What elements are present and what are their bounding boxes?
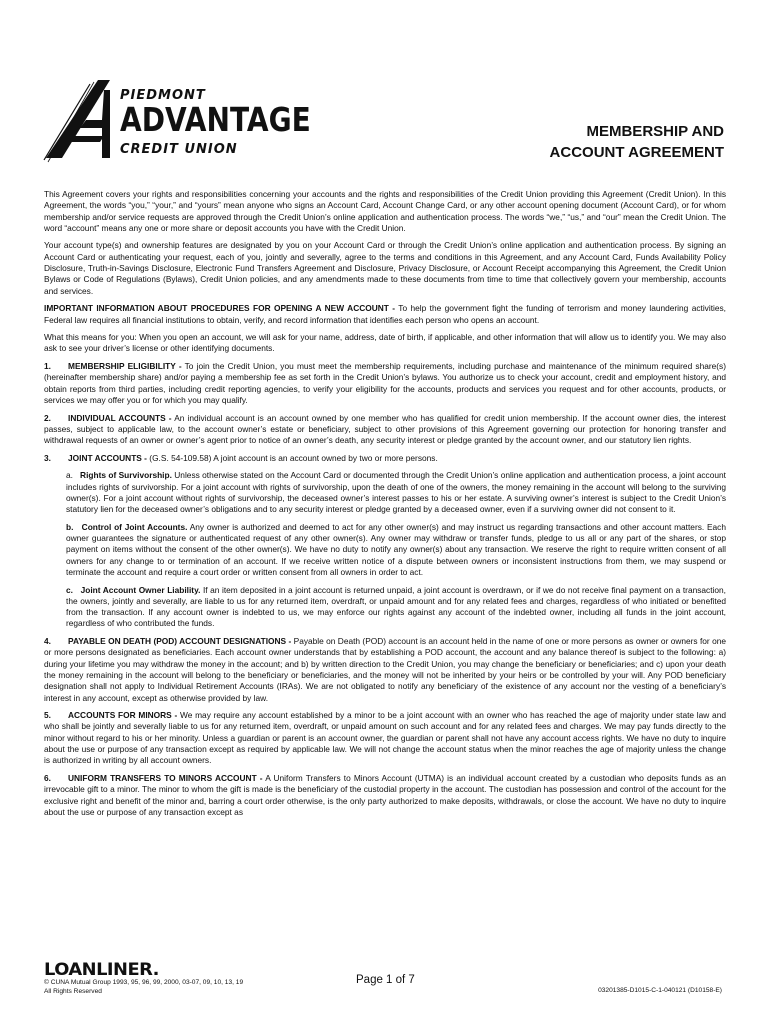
section-5-text: We may require any account established by a minor to be a joint account with an owner who has reached the age of majority under state law and who shall be jointly and severally liable to us for any returned item, overdraft, or unpaid amount on such account and for any related fees and charges. We may pay funds directly to the minor without regard to his or her minority. Unless a guardian or parent is an account owner, the guardian or parent shall not have any account access rights. We have no duty to inquire about the use or purpose of any transaction except as required by applicable law. We will not change the account status when the minor reaches the age of majority unless the change is authorized in writing by all account owners.: [44, 710, 726, 766]
section-4: [44, 636, 726, 704]
section-4-number: 4.: [44, 636, 51, 647]
section-2-number: 2.: [44, 412, 51, 423]
section-5-heading: ACCOUNTS FOR MINORS -: [68, 710, 178, 721]
title-line-1: MEMBERSHIP AND: [586, 123, 724, 140]
section-3-heading: JOINT ACCOUNTS -: [68, 452, 147, 463]
intro-paragraph-1: This Agreement covers your rights and responsibilities concerning your accounts and the rights and responsibilities of the Credit Union providing this Agreement (Credit Union). In this Agreement, the words “you,” “your,” and “yours” mean anyone who signs an Account Card, Account Change Card, or any other account opening document (Account Card), or for whom membership and/or service requests are approved through the Credit Union’s online application and authentication process. The words “we,” “us,” and “our” mean the Credit Union. The word “account” means any one or more share or deposit accounts you have with the Credit Union.: [44, 189, 726, 233]
section-5: [44, 710, 726, 766]
form-code: 03201385-D1015-C-1-040121 (D10158-E): [598, 987, 722, 994]
section-1-text: To join the Credit Union, you must meet the membership requirements, including purchase and maintenance of the minimum required share(s) (hereinafter membership share) and/or paying a membership fee as set forth in the Credit Union’s bylaws. You authorize us to check your account, credit and employment history, and obtain reports from third parties, including credit reporting agencies, to verify your eligibility for the accounts, products and services you request and for other accounts, products, or services we may offer you or for which you may qualify.: [44, 361, 726, 405]
important-info-text: To help the government fight the funding of terrorism and money laundering activities, Federal law requires all financial institutions to obtain, verify, and record information that identifies each person who opens an account.: [44, 303, 727, 325]
section-3a-text: Unless otherwise stated on the Account Card or documented through the Credit Union’s online application and authentication process, a joint account includes rights of survivorship. For a joint account with rights of survivorship, upon the death of one of the owners, the money remaining in the account will belong to the surviving owner(s). For a joint account without rights of survivorship, the deceased owner’s interest passes to his or her estate. A surviving owner’s interest is subject to the Credit Union’s statutory lien for the deceased owner’s obligations and to any security interest or pledge granted by a deceased owner, even if a surviving owner did not consent to it.: [66, 470, 726, 515]
agreement-body: [44, 189, 726, 824]
section-1-heading: MEMBERSHIP ELIGIBILITY -: [68, 361, 182, 372]
section-3-text: (G.S. 54-109.58) A joint account is an account owned by two or more persons.: [146, 452, 438, 463]
intro-paragraph-2: Your account type(s) and ownership features are designated by you on your Account Card or through the Credit Union’s online application and authentication process. By signing an Account Card or authenticating your request, each of you, jointly and severally, agree to the terms and conditions in this Agreement, and any Account Card, Funds Availability Policy Disclosure, Truth-in-Savings Disclosure, Electronic Fund Transfers Agreement and Disclosure, Privacy Disclosure, or Account Receipt accompanying this Agreement, the Credit Union Bylaws or Code of Regulations (Bylaws), Credit Union policies, and any amendments made to these documents from time to time that collectively govern your membership, accounts and services.: [44, 240, 726, 296]
copyright-line-2: All Rights Reserved: [44, 988, 102, 995]
section-1-number: 1.: [44, 361, 51, 372]
copyright-notice: [44, 978, 243, 996]
section-1: [44, 361, 726, 406]
logo-line-piedmont: PIEDMONT: [120, 88, 206, 103]
section-3b: [66, 522, 726, 578]
section-3a-heading: Rights of Survivorship.: [80, 470, 172, 481]
logo-a-mark-icon: [40, 78, 120, 166]
section-3a-label: a.: [66, 470, 73, 481]
section-4-heading: PAYABLE ON DEATH (POD) ACCOUNT DESIGNATIONS -: [68, 636, 292, 647]
important-info-paragraph: [44, 303, 726, 326]
section-3c-label: c.: [66, 584, 73, 595]
section-4-text: Payable on Death (POD) account is an account held in the name of one or more persons as owner or owners for one or more persons designated as beneficiaries. Each account owner understands that by establishing a POD account, the account and any balance thereof is subject to the following: a) during your lifetime you may withdraw the money in the account; and b) by written direction to the Credit Union, you may change the beneficiary or beneficiaries; and c) upon your death the money remaining in the account will belong to the beneficiary or beneficiaries, and the money will not be inherited by your heirs or be controlled by your will. Any POD beneficiary designation shall not apply to Individual Retirement Accounts (IRAs). We are not obligated to notify any beneficiary of the existence of any account nor the vesting of a beneficiary’s interest in any account, except as otherwise provided by law.: [44, 636, 726, 703]
section-3b-text: Any owner is authorized and deemed to act for any other owner(s) and may instruct us regarding transactions and other account matters. Each owner guarantees the signature or authenticated request of any other owner(s). Any owner may withdraw or transfer funds, pledge to us all or any part of the shares, or stop payment on items without the consent of the other owner(s). We have no duty to notify any owner(s) about any transaction. We reserve the right to require written consent of all owners for any change to or termination of an account. If we receive written notice of a dispute between owners or inconsistent instructions from them, we may suspend or terminate the account and require a court order or written consent from all owners in order to act.: [66, 521, 726, 577]
section-6: [44, 773, 726, 818]
title-line-2: ACCOUNT AGREEMENT: [549, 144, 724, 161]
section-2-heading: INDIVIDUAL ACCOUNTS -: [68, 412, 172, 423]
copyright-line-1: © CUNA Mutual Group 1993, 95, 96, 99, 2000, 03-07, 09, 10, 13, 19: [44, 979, 244, 986]
section-3c: [66, 585, 726, 630]
document-title: [550, 121, 724, 163]
section-3: [44, 453, 726, 464]
page-number: Page 1 of 7: [356, 974, 415, 986]
section-6-heading: UNIFORM TRANSFERS TO MINORS ACCOUNT -: [68, 772, 263, 783]
what-this-means-paragraph: What this means for you: When you open an account, we will ask for your name, address, date of birth, if applicable, and other information that will allow us to identify you. We may also ask to see your driver’s license or other identifying documents.: [44, 332, 726, 354]
important-info-heading: IMPORTANT INFORMATION ABOUT PROCEDURES FOR OPENING A NEW ACCOUNT -: [44, 303, 396, 314]
section-6-text: A Uniform Transfers to Minors Account (UTMA) is an individual account created by a custodian who deposits funds as an irrevocable gift to a minor. The minor to whom the gift is made is the beneficiary of the custodial property in the account. The custodian has possession and control of the account for the exclusive right and benefit of the minor and, barring a court order otherwise, is the only party authorized to make deposits, withdrawals, or close the account. We have no duty to inquire about the use or purpose of any transaction except as: [44, 772, 726, 817]
loanliner-logo: LOANLINER.: [44, 960, 159, 980]
section-3b-label: b.: [66, 521, 74, 532]
section-3b-heading: Control of Joint Accounts.: [81, 521, 188, 532]
section-2-text: An individual account is an account owned by one member who has qualified for credit union membership. If the account owner dies, the interest passes, subject to applicable law, to the account owner’s estate or beneficiary, subject to other provisions of this Agreement governing our protection for honoring transfer and withdrawal requests of an owner or owner’s agent prior to notice of an owner’s death, any security interest or pledge granted by the account owner, and our statutory lien rights.: [44, 412, 726, 446]
logo-line-credit-union: CREDIT UNION: [120, 142, 238, 157]
logo-line-advantage: ADVANTAGE: [120, 100, 311, 139]
section-2: [44, 413, 726, 447]
section-3c-heading: Joint Account Owner Liability.: [80, 584, 201, 595]
section-3-number: 3.: [44, 452, 51, 463]
credit-union-logo: [40, 78, 311, 166]
section-3a: [66, 470, 726, 515]
section-3c-text: If an item deposited in a joint account is returned unpaid, a joint account is overdrawn, or if we do not receive final payment on a transaction, the owners, jointly and severally, are liable to us for any returned item, overdraft, or unpaid amount and for any related fees and charges, regardless of who initiated or benefited from the transaction. If any account owner is indebted to us, we may enforce our rights against any account of the indebted owner, including all funds in the joint account, regardless of who contributed the funds.: [66, 584, 726, 629]
section-5-number: 5.: [44, 710, 51, 721]
section-6-number: 6.: [44, 772, 51, 783]
